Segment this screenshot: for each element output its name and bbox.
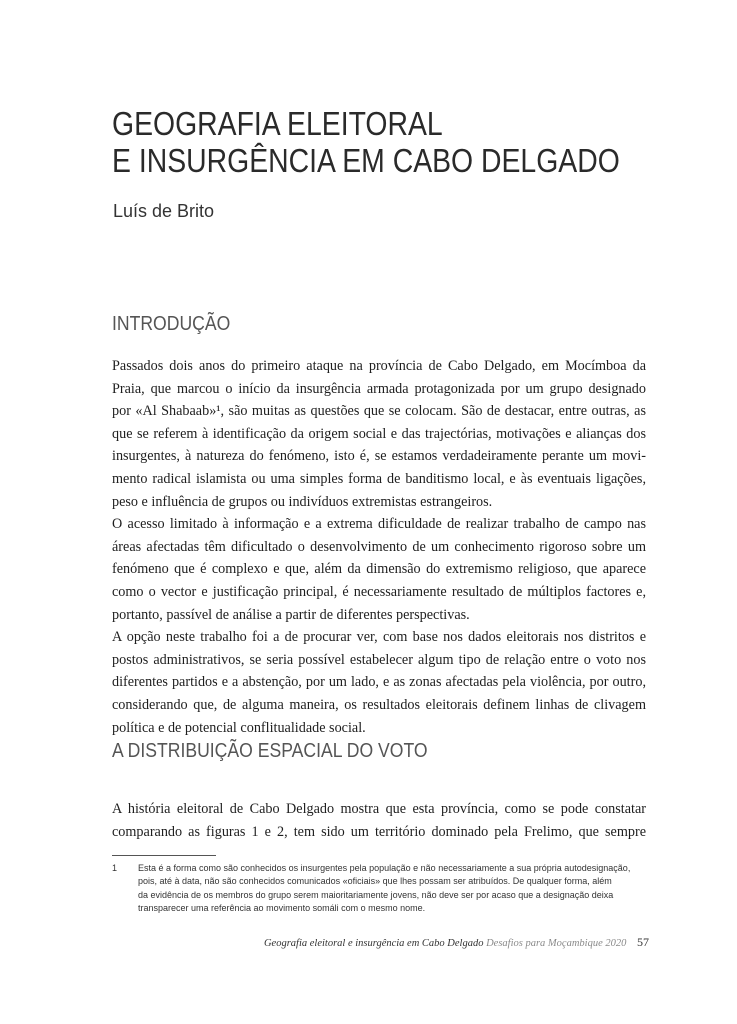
footnote-line: transparecer uma referência ao movimento somáli com o mesmo nome.	[138, 903, 426, 914]
footer-article-title: Geografia eleitoral e insurgência em Cabo Delgado	[263, 938, 484, 949]
footnote-line: Esta é a forma como são conhecidos os insurgentes pela população e não necessariamente a sua própria autodesignação,	[138, 863, 631, 873]
body-line: Praia, que marcou o início da insurgência armada protagonizada por um grupo designado	[112, 380, 646, 397]
body-line: postos administrativos, se seria possível estabelecer algum tipo de relação entre o voto nos	[112, 651, 646, 668]
body-line: considerando que, de alguma maneira, os resultados eleitorais definem linhas de clivagem	[112, 696, 646, 713]
section-heading-introducao: INTRODUÇÃO	[112, 313, 231, 335]
body-line: fenómeno que é complexo e que, além da dimensão do extremismo religioso, que aparece	[112, 561, 646, 578]
body-line: diferentes partidos e a abstenção, por um lado, e as zonas afectadas pela violência, por outro,	[112, 674, 646, 691]
title-line-1: GEOGRAFIA ELEITORAL	[112, 105, 443, 142]
title-line-2: E INSURGÊNCIA EM CABO DELGADO	[112, 142, 620, 179]
footnote	[112, 862, 646, 916]
body-line: peso e influência de grupos ou indivíduos extremistas estrangeiros.	[112, 493, 493, 510]
running-footer	[264, 935, 649, 950]
body-line: política e de potencial conflitualidade social.	[112, 719, 366, 736]
body-line: áreas afectadas têm dificultado o desenvolvimento de um conhecimento rigoroso sobre um	[112, 538, 646, 555]
body-line: comparando as figuras 1 e 2, tem sido um território dominado pela Frelimo, que sempre	[112, 823, 646, 840]
article-title	[112, 105, 620, 179]
footnote-line: pois, até à data, não são conhecidos comunicados «oficiais» que lhes possam ser atribuídos. De qualquer forma, além	[138, 876, 612, 887]
body-line: por «Al Shabaab»¹, são muitas as questões que se colocam. São de destacar, entre outras, as	[112, 403, 646, 420]
body-line: Passados dois anos do primeiro ataque na província de Cabo Delgado, em Mocímboa da	[112, 358, 646, 374]
body-line: que se referem à identificação da origem social e das trajectórias, motivações e alianças dos	[112, 425, 646, 442]
body-line: mento radical islamista ou uma simples forma de banditismo local, e às eventuais ligações,	[112, 470, 646, 487]
distribution-body	[112, 798, 646, 843]
body-line: O acesso limitado à informação e a extrema dificuldade de realizar trabalho de campo nas	[112, 516, 646, 533]
body-line: portanto, passível de análise a partir de diferentes perspectivas.	[112, 606, 470, 623]
footer-series-title: Desafios para Moçambique 2020	[486, 938, 627, 949]
body-line: A opção neste trabalho foi a de procurar ver, com base nos dados eleitorais nos distritos e	[112, 629, 646, 646]
body-line: A história eleitoral de Cabo Delgado mostra que esta província, como se pode constatar	[112, 801, 646, 817]
footnote-divider	[112, 855, 216, 856]
section-heading-distribuicao: A DISTRIBUIÇÃO ESPACIAL DO VOTO	[112, 740, 428, 762]
page-number: 57	[637, 935, 649, 949]
author-name: Luís de Brito	[113, 201, 215, 221]
intro-body	[112, 355, 646, 739]
body-line: como o vector e justificação principal, é necessariamente resultado de múltiplos factores e,	[112, 583, 646, 600]
footnote-line: da evidência de os membros do grupo serem maioritariamente jovens, não deve ser por acaso que a designação deixa	[138, 889, 614, 900]
footnote-number: 1	[112, 863, 118, 873]
body-line: insurgentes, à natureza do fenómeno, isto é, se estamos verdadeiramente perante um movi-	[112, 448, 646, 465]
